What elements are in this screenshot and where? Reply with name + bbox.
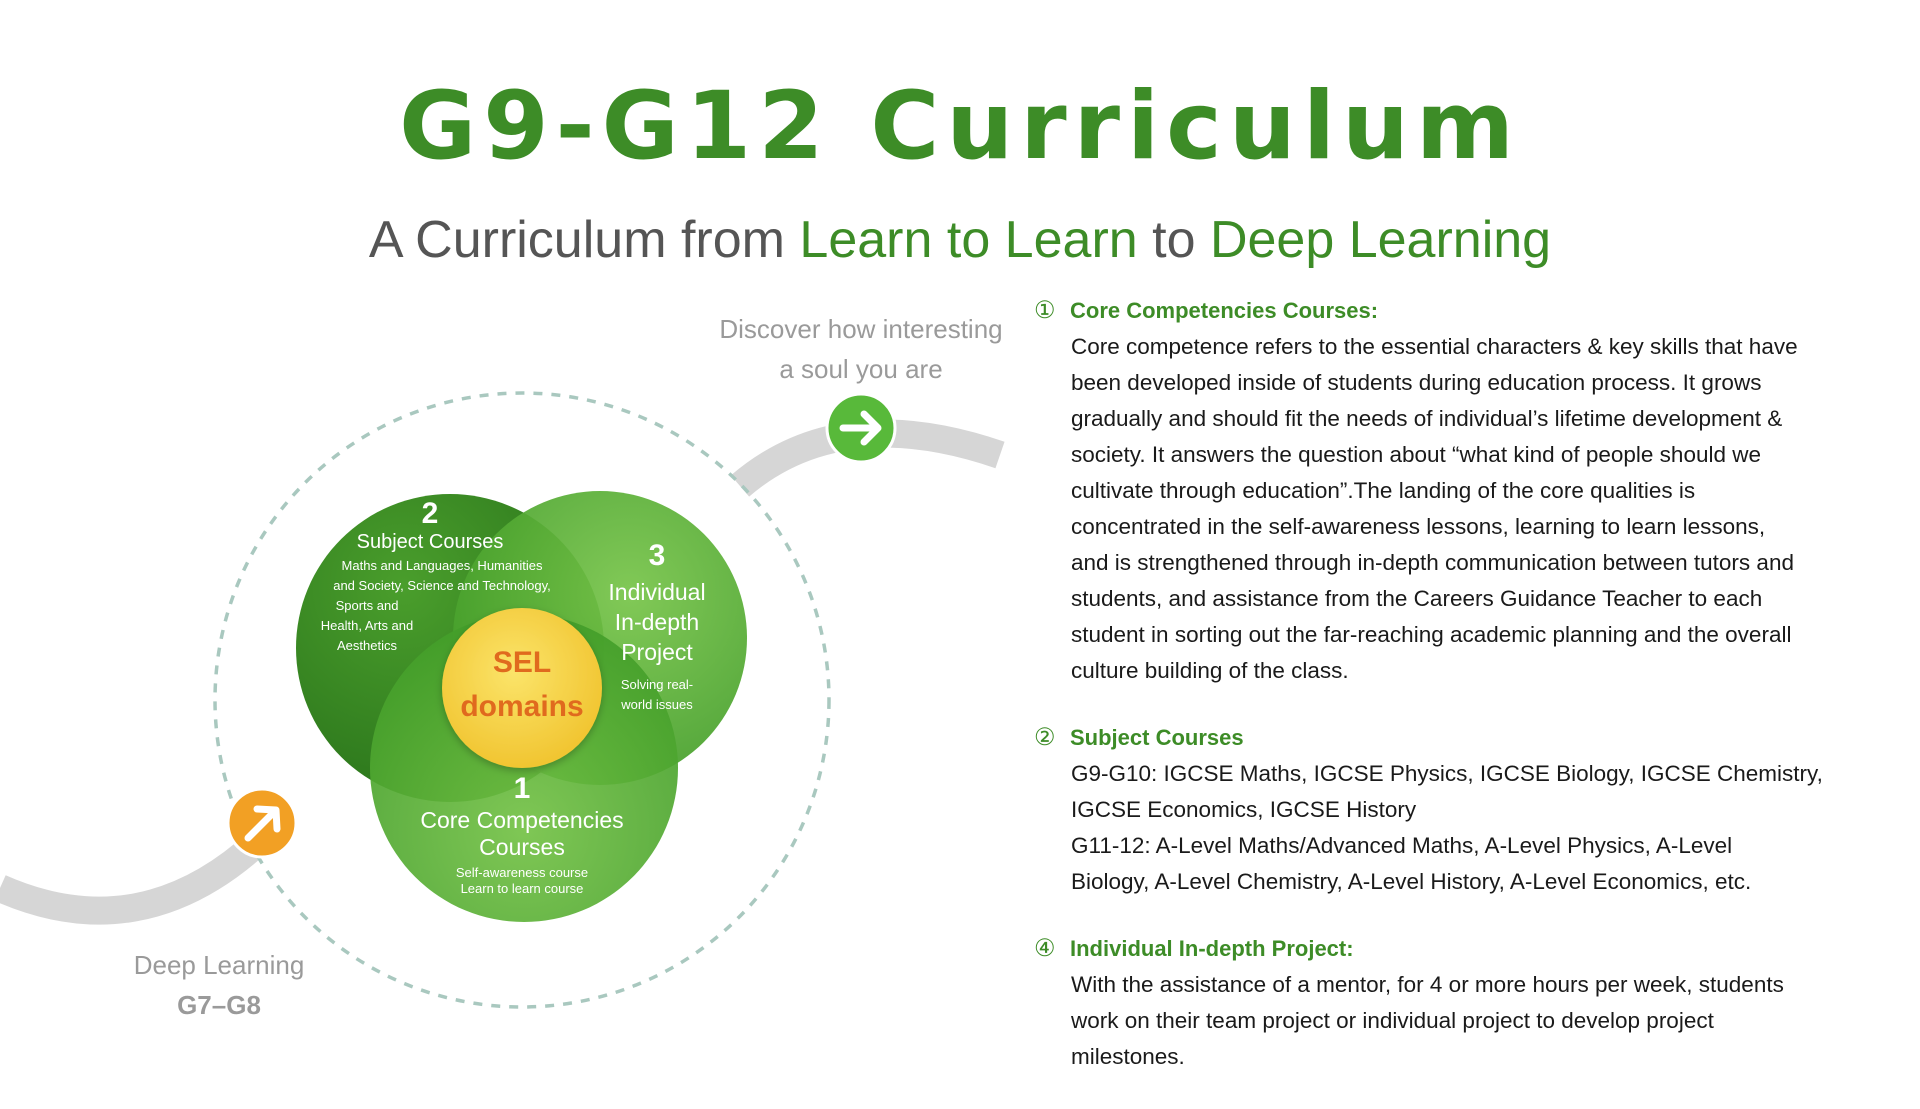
section-heading [1034, 296, 1884, 325]
body-line: concentrated in the self-awareness lessons, learning to learn lessons, [1071, 514, 1766, 539]
circle2-desc-line: Health, Arts and [320, 618, 414, 633]
body-line: G11-12: A-Level Maths/Advanced Maths, A-Level Physics, A-Level [1071, 833, 1733, 858]
circle2-desc-line: Sports and [335, 598, 399, 613]
section-subject-courses [1034, 723, 1884, 900]
subtitle-deep-learning: Deep Learning [1209, 211, 1552, 269]
section-marker: ① [1034, 297, 1056, 324]
circle1-desc-line: Self-awareness course [455, 865, 589, 880]
circle3-desc-line: Solving real- [620, 677, 694, 692]
circle2-title: Subject Courses [356, 531, 504, 553]
body-line: With the assistance of a mentor, for 4 or more hours per week, students [1071, 972, 1784, 997]
section-body [1034, 967, 1884, 1075]
arrow-up-right-icon [228, 789, 296, 857]
body-line: IGCSE Economics, IGCSE History [1071, 797, 1417, 822]
circle3-title-line: Project [621, 639, 693, 665]
circle2-desc-line: and Society, Science and Technology, [333, 578, 551, 593]
circle3-number: 3 [648, 539, 666, 572]
body-line: been developed inside of students during education process. It grows [1071, 370, 1762, 395]
body-line: gradually and should fit the needs of individual’s lifetime development & [1071, 406, 1783, 431]
subtitle-learn-to-learn: Learn to Learn [799, 211, 1138, 269]
body-line: Core competence refers to the essential characters & key skills that have [1071, 334, 1798, 359]
progress-path-lower [0, 842, 258, 911]
circle1-title-line: Core Competencies [420, 807, 624, 833]
body-line: student in sorting out the far-reaching academic planning and the overall [1071, 622, 1792, 647]
section-marker: ② [1034, 724, 1056, 751]
circle2-desc-line: Maths and Languages, Humanities [341, 558, 543, 573]
circle2-number: 2 [421, 497, 439, 530]
section-individual-project [1034, 934, 1884, 1075]
body-line: culture building of the class. [1071, 658, 1349, 683]
description-panel [1034, 296, 1884, 1109]
discover-caption-line-1: Discover how interesting [719, 314, 1003, 344]
section-title: Subject Courses [1070, 724, 1244, 750]
page-title: G9-G12 Curriculum [399, 72, 1521, 181]
body-line: work on their team project or individual project to develop project [1071, 1008, 1714, 1033]
section-title: Individual In-depth Project: [1070, 935, 1354, 961]
circle2-desc-line: Aesthetics [337, 638, 397, 653]
circle1-title-line: Courses [479, 834, 565, 860]
body-line: society. It answers the question about “what kind of people should we [1071, 442, 1761, 467]
section-title: Core Competencies Courses: [1070, 297, 1379, 323]
subtitle-part-3: to [1137, 211, 1210, 269]
section-core-competencies [1034, 296, 1884, 689]
grade-range-label: G7–G8 [177, 990, 261, 1020]
section-body [1034, 329, 1884, 689]
circle1-number: 1 [513, 772, 531, 805]
deep-learning-label: Deep Learning [133, 950, 305, 980]
body-line: and is strengthened through in-depth communication between tutors and [1071, 550, 1794, 575]
arrow-right-icon [827, 394, 895, 462]
circle3-title-line: In-depth [614, 609, 700, 635]
section-body [1034, 756, 1884, 900]
subtitle-part-1: A Curriculum from [368, 211, 800, 269]
body-line: Biology, A-Level Chemistry, A-Level History, A-Level Economics, etc. [1071, 869, 1752, 894]
discover-caption-line-2: a soul you are [779, 354, 943, 384]
sel-domains-circle [442, 608, 602, 768]
sel-label-line: SEL [492, 646, 552, 679]
body-line: cultivate through education”.The landing of the core qualities is [1071, 478, 1696, 503]
sel-label-line: domains [460, 690, 584, 723]
circle1-desc-line: Learn to learn course [460, 881, 584, 896]
body-line: students, and assistance from the Careers Guidance Teacher to each [1071, 586, 1763, 611]
body-line: milestones. [1071, 1044, 1185, 1069]
section-heading [1034, 723, 1884, 752]
body-line: G9-G10: IGCSE Maths, IGCSE Physics, IGCSE Biology, IGCSE Chemistry, [1071, 761, 1823, 786]
circle3-title-line: Individual [608, 579, 706, 605]
section-marker: ④ [1034, 935, 1056, 962]
section-heading [1034, 934, 1884, 963]
circle3-desc-line: world issues [621, 697, 693, 712]
